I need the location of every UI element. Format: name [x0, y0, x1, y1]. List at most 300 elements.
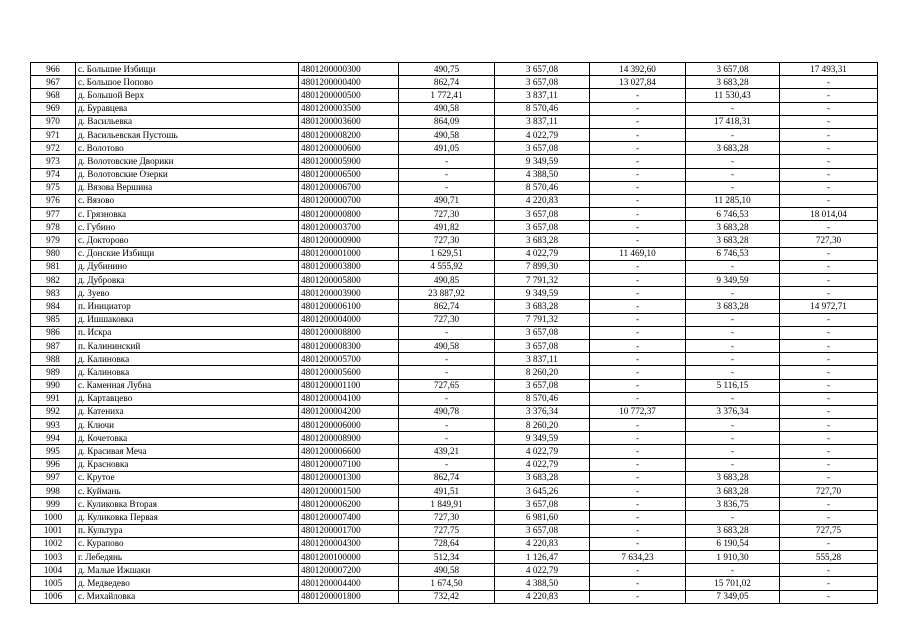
- value-col-2-cell: 3 657,08: [495, 326, 590, 339]
- row-number-cell: 998: [31, 485, 76, 498]
- value-col-3-cell: -: [590, 445, 686, 458]
- row-number-cell: 996: [31, 458, 76, 471]
- row-number-cell: 988: [31, 353, 76, 366]
- settlement-name-cell: с. Вязово: [76, 194, 299, 207]
- okato-code-cell: 4801200003800: [299, 260, 399, 273]
- value-col-3-cell: -: [590, 537, 686, 550]
- value-col-4-cell: -: [686, 313, 780, 326]
- value-col-4-cell: -: [686, 326, 780, 339]
- row-number-cell: 994: [31, 432, 76, 445]
- value-col-4-cell: -: [686, 260, 780, 273]
- settlement-name-cell: д. Катениха: [76, 405, 299, 418]
- value-col-4-cell: -: [686, 564, 780, 577]
- okato-code-cell: 4801200007400: [299, 511, 399, 524]
- table-row: [31, 300, 878, 313]
- row-number-cell: 977: [31, 208, 76, 221]
- value-col-2-cell: 4 022,79: [495, 445, 590, 458]
- value-col-2-cell: 3 837,11: [495, 115, 590, 128]
- value-col-3-cell: -: [590, 128, 686, 141]
- value-col-3-cell: -: [590, 194, 686, 207]
- value-col-2-cell: 4 220,83: [495, 194, 590, 207]
- value-col-2-cell: 3 837,11: [495, 353, 590, 366]
- table-row: [31, 247, 878, 260]
- value-col-1-cell: 490,75: [399, 63, 495, 76]
- settlement-name-cell: д. Васильевка: [76, 115, 299, 128]
- value-col-3-cell: 13 027,84: [590, 76, 686, 89]
- value-col-3-cell: -: [590, 287, 686, 300]
- table-row: [31, 564, 878, 577]
- value-col-5-cell: 18 014,04: [780, 208, 878, 221]
- value-col-3-cell: -: [590, 142, 686, 155]
- okato-code-cell: 4801200100000: [299, 550, 399, 563]
- okato-code-cell: 4801200000300: [299, 63, 399, 76]
- row-number-cell: 978: [31, 221, 76, 234]
- okato-code-cell: 4801200004000: [299, 313, 399, 326]
- value-col-4-cell: 3 683,28: [686, 524, 780, 537]
- settlement-name-cell: д. Калиновка: [76, 366, 299, 379]
- value-col-2-cell: 3 376,34: [495, 405, 590, 418]
- value-col-1-cell: 862,74: [399, 76, 495, 89]
- value-col-5-cell: -: [780, 590, 878, 603]
- okato-code-cell: 4801200006200: [299, 498, 399, 511]
- value-col-3-cell: -: [590, 115, 686, 128]
- value-col-3-cell: -: [590, 432, 686, 445]
- row-number-cell: 1004: [31, 564, 76, 577]
- value-col-5-cell: -: [780, 564, 878, 577]
- value-col-2-cell: 9 349,59: [495, 155, 590, 168]
- okato-code-cell: 4801200001100: [299, 379, 399, 392]
- value-col-5-cell: 727,75: [780, 524, 878, 537]
- value-col-3-cell: -: [590, 260, 686, 273]
- value-col-3-cell: -: [590, 524, 686, 537]
- value-col-1-cell: 512,34: [399, 550, 495, 563]
- value-col-3-cell: -: [590, 221, 686, 234]
- value-col-2-cell: 3 657,08: [495, 208, 590, 221]
- value-col-1-cell: -: [399, 181, 495, 194]
- value-col-1-cell: 490,58: [399, 564, 495, 577]
- table-row: [31, 537, 878, 550]
- row-number-cell: 969: [31, 102, 76, 115]
- table-row: [31, 89, 878, 102]
- value-col-1-cell: 490,58: [399, 102, 495, 115]
- value-col-2-cell: 7 791,32: [495, 313, 590, 326]
- value-col-5-cell: -: [780, 366, 878, 379]
- value-col-5-cell: -: [780, 287, 878, 300]
- row-number-cell: 1006: [31, 590, 76, 603]
- value-col-2-cell: 1 126,47: [495, 550, 590, 563]
- row-number-cell: 980: [31, 247, 76, 260]
- settlement-name-cell: д. Вязова Вершина: [76, 181, 299, 194]
- settlement-name-cell: п. Калининский: [76, 339, 299, 352]
- value-col-3-cell: -: [590, 274, 686, 287]
- okato-code-cell: 4801200008900: [299, 432, 399, 445]
- row-number-cell: 997: [31, 471, 76, 484]
- table-row: [31, 168, 878, 181]
- settlement-name-cell: с. Волотово: [76, 142, 299, 155]
- value-col-5-cell: 17 493,31: [780, 63, 878, 76]
- value-col-2-cell: 9 349,59: [495, 432, 590, 445]
- row-number-cell: 992: [31, 405, 76, 418]
- table-row: [31, 471, 878, 484]
- settlement-name-cell: д. Дубровка: [76, 274, 299, 287]
- okato-code-cell: 4801200005600: [299, 366, 399, 379]
- okato-code-cell: 4801200007200: [299, 564, 399, 577]
- row-number-cell: 968: [31, 89, 76, 102]
- value-col-2-cell: 8 570,46: [495, 181, 590, 194]
- value-col-4-cell: 3 376,34: [686, 405, 780, 418]
- value-col-5-cell: -: [780, 181, 878, 194]
- value-col-1-cell: -: [399, 353, 495, 366]
- value-col-5-cell: -: [780, 577, 878, 590]
- settlement-name-cell: д. Ключи: [76, 419, 299, 432]
- value-col-5-cell: 555,28: [780, 550, 878, 563]
- table-row: [31, 102, 878, 115]
- value-col-5-cell: -: [780, 76, 878, 89]
- value-col-2-cell: 4 022,79: [495, 128, 590, 141]
- value-col-1-cell: 1 674,50: [399, 577, 495, 590]
- row-number-cell: 1003: [31, 550, 76, 563]
- settlement-name-cell: с. Куймань: [76, 485, 299, 498]
- value-col-5-cell: -: [780, 379, 878, 392]
- value-col-2-cell: 8 570,46: [495, 102, 590, 115]
- value-col-2-cell: 6 981,60: [495, 511, 590, 524]
- okato-code-cell: 4801200000800: [299, 208, 399, 221]
- value-col-1-cell: 490,71: [399, 194, 495, 207]
- value-col-5-cell: -: [780, 221, 878, 234]
- okato-code-cell: 4801200008800: [299, 326, 399, 339]
- settlement-name-cell: д. Красивая Меча: [76, 445, 299, 458]
- table-row: [31, 405, 878, 418]
- value-col-5-cell: -: [780, 419, 878, 432]
- value-col-3-cell: -: [590, 564, 686, 577]
- value-col-4-cell: 9 349,59: [686, 274, 780, 287]
- value-col-2-cell: 3 657,08: [495, 524, 590, 537]
- settlement-name-cell: д. Кочетовка: [76, 432, 299, 445]
- value-col-4-cell: -: [686, 181, 780, 194]
- value-col-2-cell: 9 349,59: [495, 287, 590, 300]
- row-number-cell: 971: [31, 128, 76, 141]
- okato-code-cell: 4801200000700: [299, 194, 399, 207]
- value-col-3-cell: -: [590, 458, 686, 471]
- value-col-3-cell: -: [590, 471, 686, 484]
- tariff-table: [30, 62, 878, 604]
- value-col-4-cell: -: [686, 432, 780, 445]
- settlement-name-cell: д. Красновка: [76, 458, 299, 471]
- value-col-1-cell: 728,64: [399, 537, 495, 550]
- value-col-3-cell: -: [590, 366, 686, 379]
- value-col-2-cell: 3 683,28: [495, 471, 590, 484]
- value-col-5-cell: -: [780, 339, 878, 352]
- value-col-1-cell: -: [399, 392, 495, 405]
- value-col-5-cell: -: [780, 89, 878, 102]
- row-number-cell: 981: [31, 260, 76, 273]
- value-col-4-cell: 3 683,28: [686, 485, 780, 498]
- okato-code-cell: 4801200003700: [299, 221, 399, 234]
- table-row: [31, 76, 878, 89]
- value-col-4-cell: 1 910,30: [686, 550, 780, 563]
- table-row: [31, 498, 878, 511]
- row-number-cell: 982: [31, 274, 76, 287]
- value-col-5-cell: -: [780, 511, 878, 524]
- value-col-1-cell: -: [399, 326, 495, 339]
- value-col-2-cell: 4 388,50: [495, 577, 590, 590]
- value-col-3-cell: 7 634,23: [590, 550, 686, 563]
- okato-code-cell: 4801200006700: [299, 181, 399, 194]
- value-col-5-cell: -: [780, 537, 878, 550]
- settlement-name-cell: д. Васильевская Пустошь: [76, 128, 299, 141]
- value-col-3-cell: -: [590, 326, 686, 339]
- settlement-name-cell: г. Лебедянь: [76, 550, 299, 563]
- okato-code-cell: 4801200006100: [299, 300, 399, 313]
- okato-code-cell: 4801200001000: [299, 247, 399, 260]
- value-col-1-cell: 490,78: [399, 405, 495, 418]
- settlement-name-cell: д. Волотовские Озерки: [76, 168, 299, 181]
- value-col-3-cell: -: [590, 577, 686, 590]
- table-row: [31, 577, 878, 590]
- okato-code-cell: 4801200005700: [299, 353, 399, 366]
- row-number-cell: 990: [31, 379, 76, 392]
- table-row: [31, 194, 878, 207]
- value-col-1-cell: -: [399, 432, 495, 445]
- value-col-4-cell: -: [686, 419, 780, 432]
- value-col-4-cell: -: [686, 155, 780, 168]
- settlement-name-cell: с. Донские Избищи: [76, 247, 299, 260]
- value-col-2-cell: 8 570,46: [495, 392, 590, 405]
- settlement-name-cell: с. Большие Избищи: [76, 63, 299, 76]
- value-col-2-cell: 7 791,32: [495, 274, 590, 287]
- row-number-cell: 972: [31, 142, 76, 155]
- row-number-cell: 974: [31, 168, 76, 181]
- value-col-1-cell: -: [399, 366, 495, 379]
- value-col-3-cell: -: [590, 234, 686, 247]
- value-col-5-cell: -: [780, 471, 878, 484]
- row-number-cell: 973: [31, 155, 76, 168]
- settlement-name-cell: д. Зуево: [76, 287, 299, 300]
- value-col-2-cell: 8 260,20: [495, 419, 590, 432]
- value-col-3-cell: -: [590, 313, 686, 326]
- value-col-3-cell: -: [590, 300, 686, 313]
- value-col-2-cell: 3 683,28: [495, 234, 590, 247]
- value-col-2-cell: 8 260,20: [495, 366, 590, 379]
- okato-code-cell: 4801200006500: [299, 168, 399, 181]
- value-col-1-cell: 491,51: [399, 485, 495, 498]
- value-col-4-cell: -: [686, 511, 780, 524]
- table-row: [31, 392, 878, 405]
- table-row: [31, 63, 878, 76]
- value-col-4-cell: 17 418,31: [686, 115, 780, 128]
- value-col-5-cell: -: [780, 498, 878, 511]
- value-col-4-cell: -: [686, 102, 780, 115]
- row-number-cell: 989: [31, 366, 76, 379]
- value-col-4-cell: -: [686, 287, 780, 300]
- row-number-cell: 970: [31, 115, 76, 128]
- value-col-2-cell: 3 837,11: [495, 89, 590, 102]
- okato-code-cell: 4801200004400: [299, 577, 399, 590]
- value-col-4-cell: 11 530,43: [686, 89, 780, 102]
- value-col-2-cell: 4 220,83: [495, 537, 590, 550]
- value-col-4-cell: -: [686, 353, 780, 366]
- row-number-cell: 984: [31, 300, 76, 313]
- table-row: [31, 458, 878, 471]
- value-col-1-cell: 727,30: [399, 208, 495, 221]
- table-row: [31, 234, 878, 247]
- value-col-4-cell: 3 683,28: [686, 142, 780, 155]
- value-col-5-cell: -: [780, 155, 878, 168]
- okato-code-cell: 4801200000500: [299, 89, 399, 102]
- value-col-1-cell: 1 629,51: [399, 247, 495, 260]
- okato-code-cell: 4801200008300: [299, 339, 399, 352]
- okato-code-cell: 4801200005900: [299, 155, 399, 168]
- value-col-1-cell: -: [399, 458, 495, 471]
- value-col-1-cell: 727,30: [399, 313, 495, 326]
- value-col-1-cell: 4 555,92: [399, 260, 495, 273]
- okato-code-cell: 4801200003600: [299, 115, 399, 128]
- settlement-name-cell: с. Куликовка Вторая: [76, 498, 299, 511]
- table-row: [31, 260, 878, 273]
- value-col-5-cell: -: [780, 313, 878, 326]
- value-col-5-cell: 727,30: [780, 234, 878, 247]
- value-col-5-cell: -: [780, 260, 878, 273]
- row-number-cell: 995: [31, 445, 76, 458]
- table-row: [31, 590, 878, 603]
- value-col-2-cell: 4 022,79: [495, 458, 590, 471]
- value-col-2-cell: 7 899,30: [495, 260, 590, 273]
- table-row: [31, 524, 878, 537]
- table-row: [31, 208, 878, 221]
- settlement-name-cell: п. Искра: [76, 326, 299, 339]
- settlement-name-cell: с. Михайловка: [76, 590, 299, 603]
- value-col-2-cell: 3 657,08: [495, 63, 590, 76]
- value-col-4-cell: -: [686, 128, 780, 141]
- value-col-3-cell: -: [590, 590, 686, 603]
- value-col-1-cell: 1 772,41: [399, 89, 495, 102]
- value-col-5-cell: -: [780, 142, 878, 155]
- value-col-2-cell: 4 022,79: [495, 247, 590, 260]
- value-col-4-cell: 6 190,54: [686, 537, 780, 550]
- value-col-1-cell: 727,75: [399, 524, 495, 537]
- value-col-3-cell: 14 392,60: [590, 63, 686, 76]
- value-col-5-cell: -: [780, 247, 878, 260]
- value-col-1-cell: 439,21: [399, 445, 495, 458]
- table-row: [31, 379, 878, 392]
- value-col-4-cell: 3 683,28: [686, 471, 780, 484]
- table-body: [31, 63, 878, 604]
- table-row: [31, 550, 878, 563]
- value-col-2-cell: 4 388,50: [495, 168, 590, 181]
- row-number-cell: 999: [31, 498, 76, 511]
- value-col-5-cell: -: [780, 445, 878, 458]
- settlement-name-cell: с. Каменная Лубна: [76, 379, 299, 392]
- settlement-name-cell: д. Буравцева: [76, 102, 299, 115]
- value-col-4-cell: -: [686, 339, 780, 352]
- value-col-4-cell: 7 349,05: [686, 590, 780, 603]
- row-number-cell: 993: [31, 419, 76, 432]
- value-col-5-cell: -: [780, 458, 878, 471]
- row-number-cell: 983: [31, 287, 76, 300]
- table-row: [31, 366, 878, 379]
- value-col-1-cell: 732,42: [399, 590, 495, 603]
- value-col-1-cell: 490,58: [399, 128, 495, 141]
- value-col-4-cell: 15 701,02: [686, 577, 780, 590]
- value-col-5-cell: -: [780, 168, 878, 181]
- row-number-cell: 991: [31, 392, 76, 405]
- value-col-2-cell: 4 022,79: [495, 564, 590, 577]
- table-row: [31, 155, 878, 168]
- settlement-name-cell: д. Дубинино: [76, 260, 299, 273]
- settlement-name-cell: п. Инициатор: [76, 300, 299, 313]
- value-col-2-cell: 3 657,08: [495, 76, 590, 89]
- table-row: [31, 419, 878, 432]
- value-col-2-cell: 3 657,08: [495, 142, 590, 155]
- value-col-5-cell: -: [780, 326, 878, 339]
- value-col-1-cell: -: [399, 168, 495, 181]
- settlement-name-cell: д. Малые Ижшаки: [76, 564, 299, 577]
- row-number-cell: 1002: [31, 537, 76, 550]
- value-col-3-cell: -: [590, 392, 686, 405]
- okato-code-cell: 4801200006600: [299, 445, 399, 458]
- value-col-5-cell: -: [780, 128, 878, 141]
- value-col-1-cell: -: [399, 419, 495, 432]
- table-row: [31, 432, 878, 445]
- okato-code-cell: 4801200001700: [299, 524, 399, 537]
- table-row: [31, 339, 878, 352]
- row-number-cell: 986: [31, 326, 76, 339]
- value-col-2-cell: 3 657,08: [495, 498, 590, 511]
- value-col-4-cell: -: [686, 445, 780, 458]
- settlement-name-cell: д. Куликовка Первая: [76, 511, 299, 524]
- value-col-3-cell: -: [590, 498, 686, 511]
- value-col-3-cell: -: [590, 419, 686, 432]
- settlement-name-cell: д. Большой Верх: [76, 89, 299, 102]
- value-col-5-cell: -: [780, 432, 878, 445]
- value-col-3-cell: -: [590, 208, 686, 221]
- okato-code-cell: 4801200001500: [299, 485, 399, 498]
- value-col-5-cell: -: [780, 392, 878, 405]
- value-col-1-cell: -: [399, 155, 495, 168]
- row-number-cell: 985: [31, 313, 76, 326]
- settlement-name-cell: д. Волотовские Дворики: [76, 155, 299, 168]
- settlement-name-cell: д. Картавцево: [76, 392, 299, 405]
- value-col-2-cell: 4 220,83: [495, 590, 590, 603]
- value-col-4-cell: -: [686, 458, 780, 471]
- value-col-1-cell: 864,09: [399, 115, 495, 128]
- value-col-5-cell: -: [780, 194, 878, 207]
- okato-code-cell: 4801200008200: [299, 128, 399, 141]
- row-number-cell: 976: [31, 194, 76, 207]
- value-col-3-cell: -: [590, 102, 686, 115]
- value-col-4-cell: 6 746,53: [686, 208, 780, 221]
- okato-code-cell: 4801200001300: [299, 471, 399, 484]
- value-col-2-cell: 3 645,26: [495, 485, 590, 498]
- value-col-3-cell: -: [590, 511, 686, 524]
- table-row: [31, 115, 878, 128]
- value-col-4-cell: 11 285,10: [686, 194, 780, 207]
- value-col-3-cell: -: [590, 155, 686, 168]
- table-row: [31, 142, 878, 155]
- table-row: [31, 274, 878, 287]
- settlement-name-cell: д. Калиновка: [76, 353, 299, 366]
- table-row: [31, 287, 878, 300]
- table-row: [31, 221, 878, 234]
- table-row: [31, 313, 878, 326]
- value-col-3-cell: -: [590, 168, 686, 181]
- table-row: [31, 485, 878, 498]
- okato-code-cell: 4801200006000: [299, 419, 399, 432]
- value-col-5-cell: -: [780, 353, 878, 366]
- value-col-5-cell: 14 972,71: [780, 300, 878, 313]
- value-col-1-cell: 490,85: [399, 274, 495, 287]
- okato-code-cell: 4801200000600: [299, 142, 399, 155]
